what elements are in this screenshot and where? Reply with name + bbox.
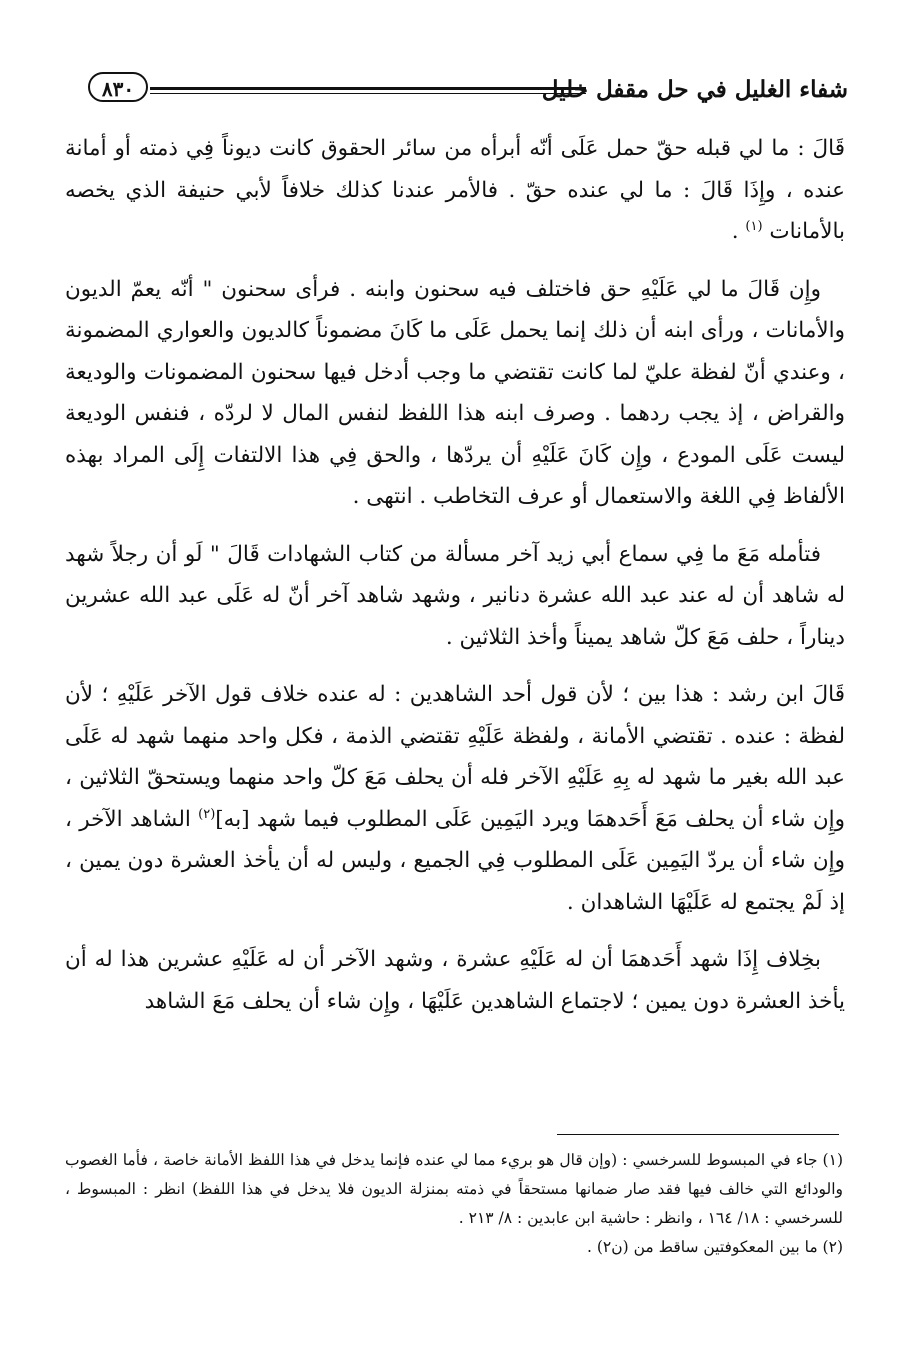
paragraph-text: فتأمله مَعَ ما فِي سماع أبي زيد آخر مسألة من كتاب الشهادات قَالَ " لَو أن رجلاً شهد له شاهد أن له عند عبد الله عشرة دنانير ، وشهد شاهد آخر أنّ له عَلَى عبد الله عشرين ديناراً ، حلف مَعَ كلّ شاهد يميناً وأخذ الثلاثين . [65, 541, 845, 650]
footnote-2: (٢) ما بين المعكوفتين ساقط من (ن٢) . [586, 1238, 843, 1256]
paragraph-tail: . [731, 219, 746, 244]
paragraph-5 [65, 939, 845, 1022]
paragraph-tail: الشاهد الآخر ، وإِن شاء أن يردّ اليَمِين عَلَى المطلوب فِي الجميع ، وليس له أن يأخذ العشرة دون يمين ، إذ لَمْ يجتمع له عَلَيْهَا الشاهدان . [65, 806, 845, 915]
header-rule-thin [150, 93, 586, 94]
paragraph-text: وإِن قَالَ ما لي عَلَيْهِ حق فاختلف فيه سحنون وابنه . فرأى سحنون " أنّه يعمّ الديون والأمانات ، ورأى ابنه أن ذلك إنما يحمل عَلَى ما كَانَ مضموناً كالديون والعواري المضمونة ، وعندي أنّ لفظة عليّ لما كانت تقتضي ما وجب أدخل فيها سحنون المضمونات والوديعة والقراض ، إذ يجب ردهما . وصرف ابنه هذا اللفظ لنفس المال لا لردّه ، فنفس الوديعة ليست عَلَى المودع ، وإِن كَانَ عَلَيْهِ أن يردّها ، والحق فِي هذا الالتفات إِلَى المراد بهذه الألفاظ فِي اللغة والاستعمال أو عرف التخاطب . انتهى . [65, 276, 845, 509]
paragraph-2 [65, 269, 845, 518]
footnote-ref-2: (٢) [198, 806, 216, 822]
paragraph-3 [65, 534, 845, 659]
running-header [88, 72, 848, 112]
footnote-separator [557, 1134, 839, 1135]
footnotes [65, 1146, 843, 1262]
paragraph-4 [65, 674, 845, 923]
main-text [65, 128, 845, 1038]
paragraph-text: بخِلاف إِذَا شهد أَحَدهمَا أن له عَلَيْهِ عشرة ، وشهد الآخر أن له عَلَيْهِ عشرين هذا له أن يأخذ العشرة دون يمين ؛ لاجتماع الشاهدين عَلَيْهَا ، وإِن شاء أن يحلف مَعَ الشاهد [65, 947, 845, 1014]
footnote-ref-1: (١) [745, 218, 763, 234]
header-rule [150, 87, 586, 90]
book-title: شفاء الغليل في حل مقفل خليل [541, 76, 848, 103]
paragraph-text: قَالَ : ما لي قبله حقّ حمل عَلَى أنّه أبرأه من سائر الحقوق كانت ديوناً فِي ذمته أو أمانة عنده ، وإِذَا قَالَ : ما لي عنده حقّ . فالأمر عندنا كذلك خلافاً لأبي حنيفة الذي يخصه بالأمانات [65, 136, 845, 244]
footnote-1: (١) جاء في المبسوط للسرخسي : (وإن قال هو بريء مما لي عنده فإنما يدخل في هذا اللفظ الأمانة خاصة ، فأما الغصوب والودائع التي خالف فيها فقد صار ضمانها مستحقاً في ذمته بمنزلة الديون فلا يدخل في هذا اللفظ) انظر : المبسوط ، للسرخسي : ١٨/ ١٦٤ ، وانظر : حاشية ابن عابدين : ٨/ ٢١٣ . [65, 1151, 843, 1227]
paragraph-1 [65, 128, 845, 253]
page-number: ٨٣٠ [88, 72, 148, 102]
paragraph-text: قَالَ ابن رشد : هذا بين ؛ لأن قول أحد الشاهدين : له عنده خلاف قول الآخر عَلَيْهِ ؛ لأن لفظة : عنده . تقتضي الأمانة ، ولفظة عَلَيْهِ تقتضي الذمة ، فكل واحد منهما شهد له عَلَى عبد الله بغير ما شهد له بِهِ عَلَيْهِ الآخر فله أن يحلف مَعَ كلّ واحد منهما ويستحقّ الثلاثين ، وإِن شاء أن يحلف مَعَ أَحَدهمَا ويرد اليَمِين عَلَى المطلوب فيما شهد [به] [65, 682, 845, 832]
